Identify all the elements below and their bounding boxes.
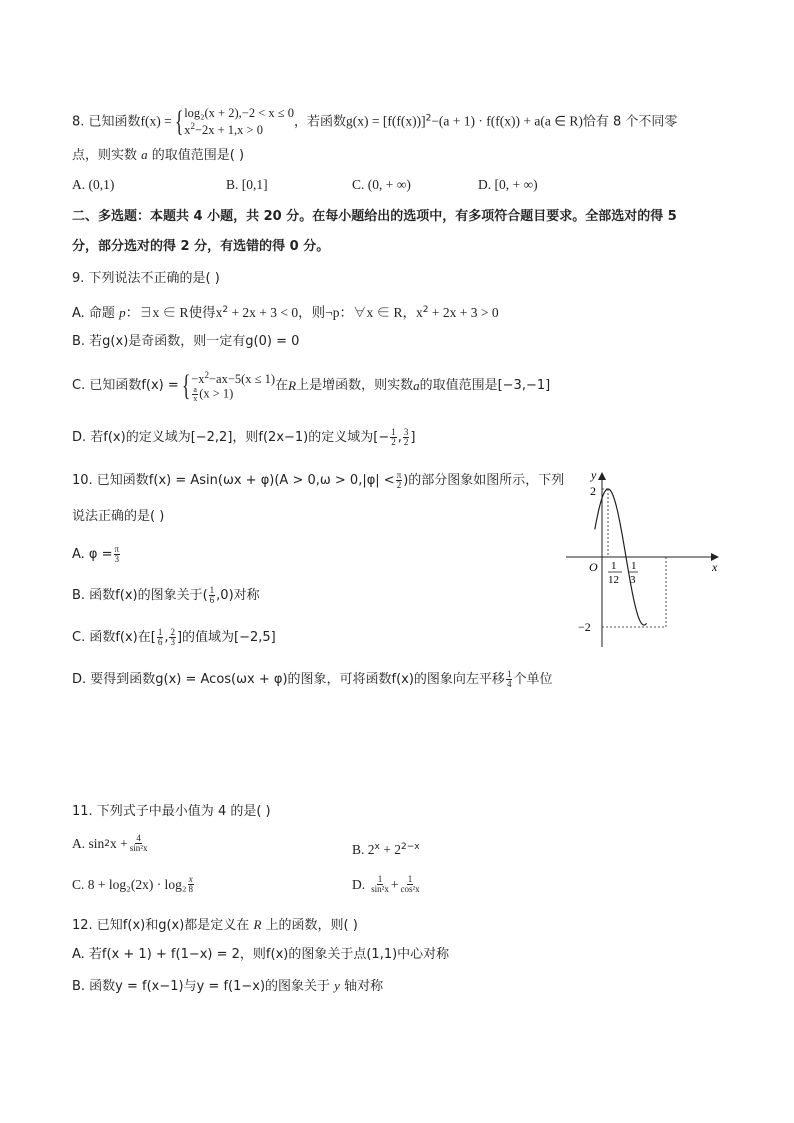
q11-option-d: D. $\frac{1}{\text{sin²x}}$ + $\frac{1}{\text{cos²x}}$ xyxy=(352,874,420,894)
q8-stem-line1: 8. 已知函数f(x) = { log₂(x + 2),−2 < x ≤ 0 $x^2-2x + 1,x > 0$ ，若函数$g(x) = [f(f(x))]^2-(a + 1) \cdot f(f(x)) + a(a$ ∈ R)恰有 8 个不同零 xyxy=(72,105,678,138)
q8-brace: { xyxy=(174,105,184,138)
q10-option-d: D. 要得到函数g(x) = Acos(ωx + φ)的图象，可将函数f(x)的图象向左平移 $\frac{1}{4}$ 个单位 xyxy=(72,669,553,689)
y-axis-label: y xyxy=(591,468,597,482)
q9-option-d: D. 若f(x)的定义域为[−2,2]，则f(2x−1)的定义域为[− $\frac{1}{2}$ , $\frac{3}{2}$ ] xyxy=(72,427,416,447)
x-axis-label: x xyxy=(712,560,718,574)
q8-option-c: C. (0, + ∞) xyxy=(352,177,411,192)
q8-piecewise: { log₂(x + 2),−2 < x ≤ 0 $x^2-2x + 1,x > 0$ xyxy=(174,105,294,138)
q8-gx: g(x) = [f(f(x))] xyxy=(346,113,426,129)
q8-prefix: 8. 已知函数 xyxy=(72,114,141,130)
q10-option-c: C. 函数f(x)在[ $\frac{1}{6}$ , $\frac{2}{3}$ ]的值域为[−2,5] xyxy=(72,627,276,647)
q10-option-b: B. 函数f(x)的图象关于( $\frac{1}{6}$ ,0)对称 xyxy=(72,585,260,605)
x2-num: 1 xyxy=(631,560,637,572)
q9-option-b: B. 若g(x)是奇函数，则一定有g(0) = 0 xyxy=(72,334,300,349)
q9-piecewise: { $-x^2-ax-5(x \le 1)$ $\frac{a}{x}$ (x > 1) xyxy=(181,369,276,403)
y-max-label: 2 xyxy=(590,484,596,498)
q10-sine-graph xyxy=(560,465,730,650)
q10-stem-line1: 10. 已知函数f(x) = Asin(ωx + φ)(A > 0,ω > 0,|φ| < $\frac{\pi}{2}$ )的部分图象如图所示，下列 xyxy=(72,470,565,490)
q12-option-a: A. 若f(x + 1) + f(1−x) = 2，则f(x)的图象关于点(1,1)中心对称 xyxy=(72,947,450,962)
q11-option-a: A. sin 2 x + $\frac{4}{\text{sin²x}}$ xyxy=(72,833,148,853)
y-min-label: −2 xyxy=(578,620,591,634)
x1-den: 12 xyxy=(608,574,619,586)
origin-label: O xyxy=(589,560,598,574)
x1-num: 1 xyxy=(611,560,617,572)
q8-option-a: A. (0,1) xyxy=(72,177,115,192)
q12-option-b: B. 函数y = f(x−1)与y = f(1−x)的图象关于 y 轴对称 xyxy=(72,978,384,994)
q8-fx: f(x) = xyxy=(140,113,172,129)
q10-stem-line2: 说法正确的是( ) xyxy=(72,509,165,524)
section2-line2: 分，部分选对的得 2 分，有选错的得 0 分。 xyxy=(72,239,330,254)
q9-stem: 9. 下列说法不正确的是( ) xyxy=(72,271,220,286)
section2-line1: 二、多选题：本题共 4 小题，共 20 分。在每小题给出的选项中，有多项符合题目要求。全部选对的得 5 xyxy=(72,209,677,224)
q12-stem: 12. 已知f(x)和g(x)都是定义在 R 上的函数，则( ) xyxy=(72,917,358,933)
q10-option-a: A. φ = $\frac{\pi}{3}$ xyxy=(72,544,120,564)
q8-option-d: D. [0, + ∞) xyxy=(478,177,538,192)
q9-option-a: A. 命题 p：∃x ∈ R使得$x^2 + 2x + 3 < 0$，则¬p：∀x ∈ R，$x^2 + 2x + 3 > 0$ xyxy=(72,305,499,321)
x2-den: 3 xyxy=(630,574,636,586)
q8-case2: −2x + 1,x > 0 xyxy=(194,123,263,137)
q9-option-c: C. 已知函数f(x) = { $-x^2-ax-5(x \le 1)$ $\frac{a}{x}$ (x > 1) 在 R 上是增函数，则实数 a 的取值范围是[−3,−1] xyxy=(72,369,551,403)
q11-option-c: C. 8 + log₂(2x) · log₂ $\frac{x}{8}$ xyxy=(72,874,194,894)
q11-stem: 11. 下列式子中最小值为 4 的是( ) xyxy=(72,804,271,819)
q8-option-b: B. [0,1] xyxy=(226,177,268,192)
q8-case1: log₂(x + 2),−2 < x ≤ 0 xyxy=(184,106,294,120)
q8-stem-line2: 点，则实数 a 的取值范围是( ) xyxy=(72,147,245,163)
q11-option-b: B. $2^x + 2^{2-x}$ xyxy=(352,842,420,857)
